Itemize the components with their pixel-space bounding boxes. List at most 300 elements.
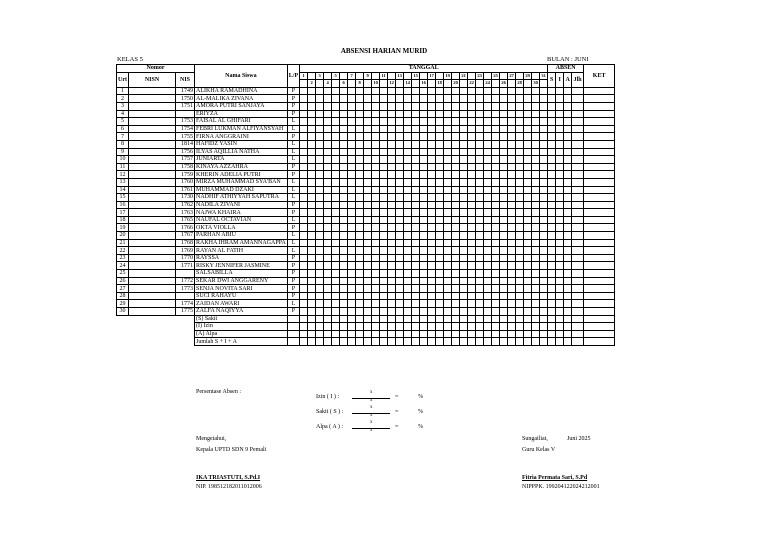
attendance-cell [436,209,444,217]
attendance-cell [396,95,404,103]
student-row [117,277,615,285]
student-row [117,232,615,240]
attendance-cell [500,300,508,308]
absen-cell [548,232,556,240]
summary-cell [484,338,492,346]
attendance-cell [444,171,452,179]
absen-cell [548,118,556,126]
attendance-cell [468,140,476,148]
attendance-cell [540,186,548,194]
summary-cell [452,315,460,323]
attendance-cell [444,186,452,194]
student-nis: 1761 [176,186,195,194]
attendance-cell [500,209,508,217]
attendance-cell [396,270,404,278]
attendance-cell [452,232,460,240]
absen-cell [548,262,556,270]
absen-cell [584,194,615,202]
summary-row [117,315,615,323]
attendance-cell [388,87,396,95]
attendance-cell [444,178,452,186]
attendance-cell [380,308,388,316]
student-nisn [129,285,176,293]
attendance-cell [396,308,404,316]
attendance-cell [444,300,452,308]
attendance-cell [308,194,316,202]
attendance-cell [484,201,492,209]
student-no: 16 [117,201,129,209]
attendance-cell [324,224,332,232]
summary-cell [404,338,412,346]
attendance-cell [532,156,540,164]
attendance-cell [532,194,540,202]
day-header: 17 [428,72,436,80]
attendance-cell [524,270,532,278]
attendance-cell [300,277,308,285]
attendance-cell [404,254,412,262]
student-name: PARHAN ABIU [195,232,288,240]
attendance-cell [300,224,308,232]
attendance-cell [372,148,380,156]
attendance-cell [508,216,516,224]
attendance-cell [420,194,428,202]
attendance-cell [492,186,500,194]
attendance-cell [388,163,396,171]
attendance-cell [372,95,380,103]
attendance-cell [364,102,372,110]
attendance-cell [316,224,324,232]
attendance-cell [484,140,492,148]
attendance-cell [364,140,372,148]
attendance-cell [404,110,412,118]
summary-cell [364,338,372,346]
absen-cell [572,140,584,148]
attendance-cell [316,270,324,278]
absen-cell [556,186,564,194]
student-nisn [129,95,176,103]
absen-cell [584,209,615,217]
attendance-cell [492,171,500,179]
attendance-cell [468,201,476,209]
summary-cell [404,315,412,323]
attendance-cell [532,285,540,293]
attendance-cell [500,102,508,110]
document-title: ABSENSI HARIAN MURID [340,47,428,55]
attendance-cell [420,95,428,103]
student-nisn [129,178,176,186]
attendance-cell [420,133,428,141]
attendance-cell [404,140,412,148]
attendance-cell [484,232,492,240]
attendance-cell [332,262,340,270]
attendance-cell [484,178,492,186]
attendance-cell [508,201,516,209]
attendance-cell [348,125,356,133]
attendance-cell [356,133,364,141]
attendance-cell [324,277,332,285]
attendance-cell [492,216,500,224]
student-name: FAISAL AL GHIFARI [195,118,288,126]
attendance-cell [356,140,364,148]
attendance-cell [324,300,332,308]
attendance-cell [380,224,388,232]
attendance-cell [356,285,364,293]
attendance-cell [356,239,364,247]
attendance-cell [412,224,420,232]
attendance-cell [460,140,468,148]
attendance-cell [316,308,324,316]
absen-cell [564,110,572,118]
attendance-cell [468,133,476,141]
absen-cell [572,125,584,133]
attendance-cell [316,163,324,171]
sign-right-line2: Guru Kelas V [522,447,556,453]
fraction-line [352,398,390,399]
attendance-cell [524,224,532,232]
attendance-cell [508,292,516,300]
attendance-cell [436,270,444,278]
attendance-cell [516,277,524,285]
attendance-cell [372,308,380,316]
attendance-cell [468,285,476,293]
absen-cell [572,209,584,217]
attendance-cell [452,186,460,194]
attendance-cell [316,239,324,247]
summary-cell [564,338,572,346]
attendance-cell [516,270,524,278]
student-nisn [129,171,176,179]
attendance-cell [460,254,468,262]
attendance-cell [396,300,404,308]
attendance-cell [412,216,420,224]
attendance-cell [484,308,492,316]
attendance-cell [476,209,484,217]
attendance-cell [452,95,460,103]
sign-right-place: Sungailiat, [522,436,548,442]
student-row [117,110,615,118]
attendance-cell [460,209,468,217]
attendance-cell [372,300,380,308]
summary-cell [420,315,428,323]
student-no: 13 [117,178,129,186]
sign-left-line2: Kepala UPTD SDN 9 Pemali [196,447,267,453]
student-nis: 1768 [176,239,195,247]
attendance-cell [388,118,396,126]
attendance-cell [492,232,500,240]
student-nisn [129,300,176,308]
attendance-cell [300,95,308,103]
attendance-cell [396,254,404,262]
day-header: 15 [412,72,420,80]
attendance-cell [508,224,516,232]
pct-denominator: x [370,428,373,433]
attendance-cell [492,194,500,202]
day-header: 23 [476,72,484,80]
attendance-cell [356,247,364,255]
summary-cell [332,323,340,331]
summary-cell [584,338,615,346]
attendance-cell [508,262,516,270]
attendance-cell [524,118,532,126]
attendance-cell [476,171,484,179]
attendance-cell [524,148,532,156]
attendance-cell [396,125,404,133]
summary-cell [540,315,548,323]
attendance-cell [532,163,540,171]
attendance-cell [420,110,428,118]
attendance-cell [436,140,444,148]
attendance-cell [380,95,388,103]
pct-label: Izin ( I ) : [316,394,339,400]
summary-row [117,338,615,346]
attendance-cell [388,194,396,202]
day-header: 22 [468,80,476,88]
summary-cell [388,330,396,338]
absen-cell [564,277,572,285]
attendance-cell [452,194,460,202]
attendance-cell [444,239,452,247]
attendance-cell [308,186,316,194]
attendance-cell [332,270,340,278]
absen-cell [584,102,615,110]
attendance-cell [476,110,484,118]
pct-numerator: x [370,420,373,425]
attendance-cell [524,308,532,316]
attendance-cell [364,209,372,217]
day-header: 8 [356,80,364,88]
attendance-cell [532,270,540,278]
student-name: KINAYA AZZAHRA [195,163,288,171]
student-lp: L [287,178,299,186]
attendance-cell [332,285,340,293]
attendance-cell [388,300,396,308]
attendance-cell [460,87,468,95]
attendance-cell [316,148,324,156]
attendance-cell [436,308,444,316]
attendance-cell [340,148,348,156]
absen-cell [556,216,564,224]
absen-cell [556,133,564,141]
attendance-cell [468,232,476,240]
attendance-cell [308,292,316,300]
attendance-cell [500,224,508,232]
attendance-cell [428,285,436,293]
absen-cell [584,133,615,141]
absen-cell [572,262,584,270]
attendance-cell [476,270,484,278]
pct-percent: % [418,394,423,400]
attendance-cell [452,277,460,285]
student-no: 26 [117,277,129,285]
attendance-cell [532,254,540,262]
attendance-cell [388,178,396,186]
attendance-cell [492,239,500,247]
attendance-cell [500,148,508,156]
attendance-cell [316,186,324,194]
attendance-cell [476,148,484,156]
attendance-cell [492,110,500,118]
attendance-cell [524,209,532,217]
attendance-cell [388,308,396,316]
attendance-cell [436,156,444,164]
attendance-cell [412,171,420,179]
summary-cell [452,330,460,338]
absen-cell [572,186,584,194]
attendance-cell [500,308,508,316]
attendance-cell [364,285,372,293]
day-header-blank [428,80,436,88]
attendance-cell [516,239,524,247]
attendance-cell [356,224,364,232]
attendance-cell [420,156,428,164]
attendance-cell [412,292,420,300]
attendance-cell [540,95,548,103]
absen-cell [572,270,584,278]
attendance-cell [444,308,452,316]
header-s: S [548,72,556,87]
day-header-blank [492,80,500,88]
summary-cell [492,323,500,331]
attendance-cell [396,216,404,224]
attendance-cell [396,292,404,300]
summary-cell [516,338,524,346]
attendance-cell [508,140,516,148]
attendance-cell [316,95,324,103]
attendance-cell [380,254,388,262]
attendance-cell [332,133,340,141]
student-row [117,178,615,186]
attendance-cell [300,201,308,209]
absen-cell [572,239,584,247]
attendance-cell [380,171,388,179]
student-row [117,239,615,247]
attendance-cell [492,285,500,293]
student-nisn [129,201,176,209]
attendance-cell [420,125,428,133]
absen-cell [548,186,556,194]
attendance-cell [452,156,460,164]
attendance-cell [452,224,460,232]
attendance-cell [308,201,316,209]
attendance-cell [428,194,436,202]
summary-cell [287,330,299,338]
attendance-cell [388,270,396,278]
summary-cell [572,330,584,338]
student-nis: 1767 [176,232,195,240]
attendance-cell [468,300,476,308]
summary-cell [540,330,548,338]
attendance-cell [476,102,484,110]
attendance-cell [460,232,468,240]
attendance-cell [420,102,428,110]
attendance-cell [364,224,372,232]
attendance-cell [500,292,508,300]
attendance-cell [516,209,524,217]
attendance-cell [412,254,420,262]
attendance-cell [348,156,356,164]
summary-cell [476,315,484,323]
attendance-cell [516,110,524,118]
header-nisn: NISN [129,72,176,87]
attendance-cell [476,186,484,194]
attendance-cell [452,285,460,293]
attendance-cell [412,95,420,103]
attendance-cell [540,118,548,126]
attendance-cell [308,209,316,217]
attendance-cell [452,262,460,270]
attendance-cell [372,133,380,141]
attendance-cell [372,118,380,126]
attendance-cell [356,194,364,202]
attendance-cell [412,186,420,194]
summary-cell [500,315,508,323]
attendance-cell [476,163,484,171]
day-header: 10 [372,80,380,88]
attendance-cell [508,209,516,217]
attendance-cell [500,247,508,255]
attendance-cell [372,254,380,262]
attendance-cell [444,216,452,224]
attendance-cell [492,156,500,164]
attendance-cell [540,285,548,293]
attendance-cell [348,201,356,209]
student-no: 4 [117,110,129,118]
attendance-cell [396,232,404,240]
sign-left-nip: NIP. 198512182011012006 [196,484,262,490]
attendance-cell [516,194,524,202]
blank [117,330,195,338]
attendance-cell [436,262,444,270]
day-header-blank [324,72,332,80]
attendance-cell [428,95,436,103]
attendance-cell [356,148,364,156]
attendance-cell [404,118,412,126]
attendance-cell [324,239,332,247]
attendance-cell [308,118,316,126]
student-row [117,292,615,300]
summary-cell [564,330,572,338]
absen-cell [572,216,584,224]
fraction-line [352,413,390,414]
attendance-cell [468,224,476,232]
day-header: 27 [508,72,516,80]
student-name: OKTA VIOLLA [195,224,288,232]
day-header: 6 [340,80,348,88]
attendance-cell [332,186,340,194]
summary-cell [516,330,524,338]
attendance-cell [508,163,516,171]
attendance-cell [508,247,516,255]
attendance-cell [500,178,508,186]
attendance-cell [460,95,468,103]
attendance-cell [468,270,476,278]
attendance-cell [484,209,492,217]
absen-cell [584,285,615,293]
student-name: AL-MALIKA ZIVANA [195,95,288,103]
attendance-cell [380,216,388,224]
attendance-cell [324,148,332,156]
summary-cell [508,330,516,338]
attendance-cell [500,95,508,103]
attendance-cell [332,102,340,110]
attendance-cell [348,224,356,232]
attendance-cell [484,125,492,133]
attendance-cell [380,209,388,217]
student-row [117,87,615,95]
attendance-cell [428,133,436,141]
attendance-cell [380,156,388,164]
absen-cell [556,308,564,316]
